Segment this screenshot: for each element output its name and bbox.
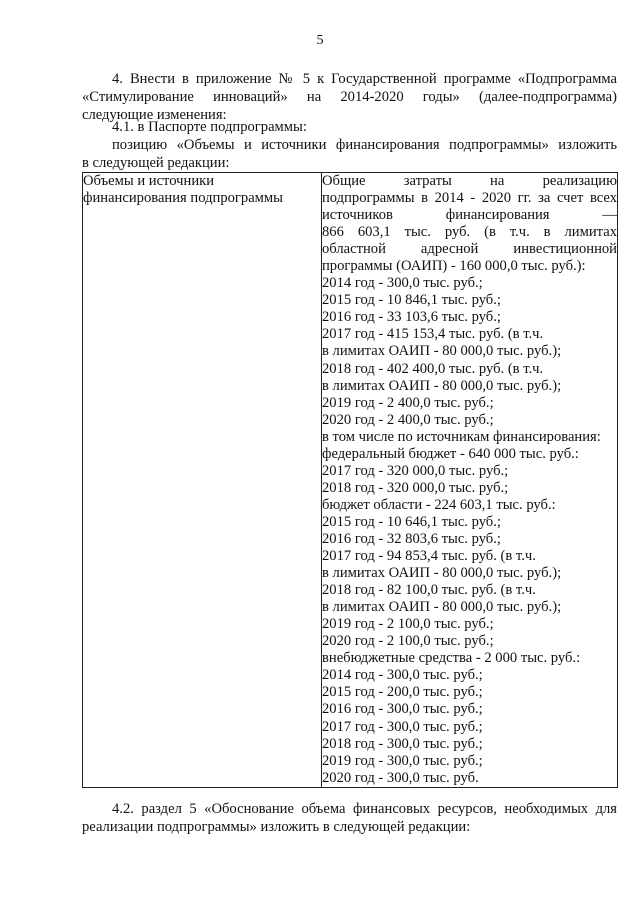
table-label-cell (83, 173, 322, 788)
table-value-line: 2016 год - 300,0 тыс. руб.; (322, 701, 483, 718)
table-value-line: Общие затраты на реализацию (322, 173, 617, 189)
table-value-line: 2014 год - 300,0 тыс. руб.; (322, 667, 483, 684)
table-value-line: в лимитах ОАИП - 80 000,0 тыс. руб.); (322, 377, 562, 394)
table-value-line: 2018 год - 402 400,0 тыс. руб. (в т.ч. (322, 360, 544, 377)
table-value-line: 2015 год - 10 846,1 тыс. руб.; (322, 292, 501, 309)
item-4-1 (82, 118, 617, 136)
item-4-1-text: 4.1. в Паспорте подпрограммы: (112, 119, 307, 135)
table-row (83, 173, 618, 788)
table-value-line: 2017 год - 94 853,4 тыс. руб. (в т.ч. (322, 548, 536, 565)
table-value-line: 2017 год - 415 153,4 тыс. руб. (в т.ч. (322, 326, 544, 343)
table-value-line: в лимитах ОАИП - 80 000,0 тыс. руб.); (322, 599, 562, 616)
table-value-line: федеральный бюджет - 640 000 тыс. руб.: (322, 445, 579, 462)
table-value-line: в том числе по источникам финансирования: (322, 428, 601, 445)
position-line: позицию «Объемы и источники финансирования подпрограммы» изложить (112, 137, 617, 153)
page-number: 5 (316, 33, 324, 48)
table-value-line: в лимитах ОАИП - 80 000,0 тыс. руб.); (322, 565, 562, 582)
table-value-line: 2019 год - 2 100,0 тыс. руб.; (322, 616, 494, 633)
table-value-line: 2016 год - 32 803,6 тыс. руб.; (322, 530, 501, 547)
intro-line: 4. Внести в приложение № 5 к Государственной программе «Подпрограмма (112, 71, 617, 87)
table-value-line: внебюджетные средства - 2 000 тыс. руб.: (322, 650, 581, 667)
table-value-line: бюджет области - 224 603,1 тыс. руб.: (322, 496, 556, 513)
table-value-line: 2019 год - 300,0 тыс. руб.; (322, 752, 483, 769)
item-4-2-line: 4.2. раздел 5 «Обоснование объема финансовых ресурсов, необходимых для (112, 801, 617, 817)
table-value-line: 2016 год - 33 103,6 тыс. руб.; (322, 309, 501, 326)
intro-paragraph (82, 70, 617, 124)
table-value-line: областной адресной инвестиционной (322, 241, 617, 258)
table-value-line: 2018 год - 320 000,0 тыс. руб.; (322, 479, 509, 496)
passport-table (82, 172, 618, 788)
table-value-line: 2019 год - 2 400,0 тыс. руб.; (322, 394, 494, 411)
table-value-line: 2015 год - 200,0 тыс. руб.; (322, 684, 483, 701)
item-4-2 (82, 800, 617, 836)
table-label-line: Объемы и источники (83, 173, 215, 189)
table-value-line: в лимитах ОАИП - 80 000,0 тыс. руб.); (322, 343, 562, 360)
table-value-line: 2014 год - 300,0 тыс. руб.; (322, 275, 483, 292)
table-value-line: 2017 год - 320 000,0 тыс. руб.; (322, 462, 509, 479)
table-value-line: 2020 год - 300,0 тыс. руб. (322, 769, 479, 786)
item-4-2-line: реализации подпрограммы» изложить в следующей редакции: (82, 819, 471, 835)
table-value-line: программы (ОАИП) - 160 000,0 тыс. руб.): (322, 258, 586, 275)
position-paragraph (82, 136, 617, 172)
intro-line: следующие изменения: (82, 107, 227, 123)
table-value-line: 866 603,1 тыс. руб. (в т.ч. в лимитах (322, 224, 617, 241)
position-line: в следующей редакции: (82, 155, 230, 171)
table-value-line: 2015 год - 10 646,1 тыс. руб.; (322, 513, 501, 530)
table-value-line: подпрограммы в 2014 - 2020 гг. за счет всех (322, 190, 617, 207)
table-value-cell (322, 173, 618, 788)
intro-line: «Стимулирование инноваций» на 2014-2020 годы» (далее-подпрограмма) (82, 89, 617, 105)
table-value-line: 2020 год - 2 100,0 тыс. руб.; (322, 633, 494, 650)
table-value-line: 2018 год - 82 100,0 тыс. руб. (в т.ч. (322, 582, 536, 599)
table-value-line: 2018 год - 300,0 тыс. руб.; (322, 735, 483, 752)
table-value-line: 2020 год - 2 400,0 тыс. руб.; (322, 411, 494, 428)
table-value-line: источников финансирования — (322, 207, 617, 224)
table-label-line: финансирования подпрограммы (83, 190, 283, 206)
table-value-line: 2017 год - 300,0 тыс. руб.; (322, 718, 483, 735)
